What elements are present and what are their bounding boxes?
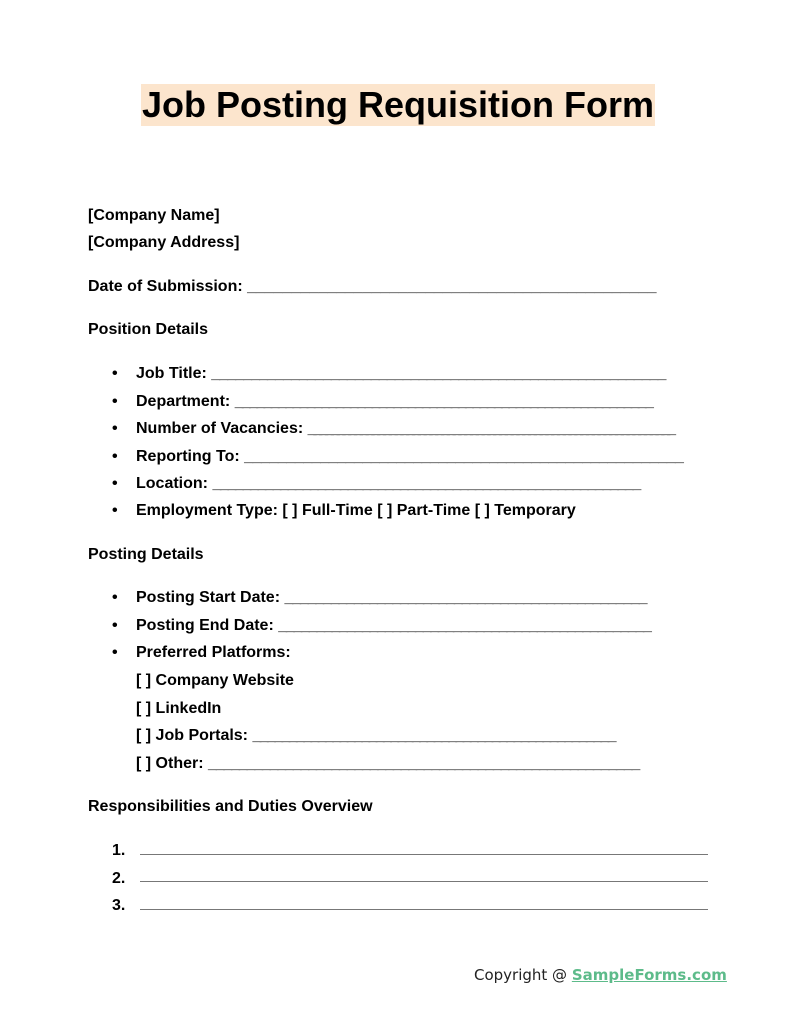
number-of-vacancies-field[interactable] xyxy=(136,420,673,438)
platform-other-field[interactable] xyxy=(136,755,639,773)
date-of-submission-label: Date of Submission: xyxy=(88,278,243,295)
field-blank[interactable]: _________________________________________________________ xyxy=(212,475,640,492)
bullet-icon: • xyxy=(112,393,118,410)
bullet-icon: • xyxy=(112,420,118,437)
employment-type-field[interactable] xyxy=(136,502,576,520)
responsibility-line-2[interactable] xyxy=(140,881,708,882)
posting-start-date-field[interactable] xyxy=(136,589,646,607)
bullet-icon: • xyxy=(112,644,118,661)
sampleforms-link[interactable]: SampleForms.com xyxy=(571,966,727,984)
company-address: [Company Address] xyxy=(88,234,240,251)
bullet-icon: • xyxy=(112,502,118,519)
field-label: Posting Start Date: xyxy=(136,589,281,606)
posting-details-heading: Posting Details xyxy=(88,546,204,563)
field-blank[interactable]: ________________________________________________________ xyxy=(208,755,640,772)
field-blank[interactable]: _________________________________________________________ xyxy=(211,365,666,382)
field-blank[interactable]: __________________________________________________________ xyxy=(234,393,653,410)
location-field[interactable] xyxy=(136,475,640,493)
field-blank[interactable]: _______________________________________________________________ xyxy=(307,420,673,437)
responsibility-line-3[interactable] xyxy=(140,909,708,910)
platform-job-portals-field[interactable] xyxy=(136,727,615,745)
list-number: 1. xyxy=(112,842,126,859)
platform-company-website-checkbox[interactable]: [ ] Company Website xyxy=(136,672,294,689)
list-number: 3. xyxy=(112,897,126,914)
field-label: Department: xyxy=(136,393,231,410)
list-number: 2. xyxy=(112,870,126,887)
field-label: Reporting To: xyxy=(136,448,240,465)
preferred-platforms-label: Preferred Platforms: xyxy=(136,644,291,661)
reporting-to-field[interactable] xyxy=(136,448,683,466)
bullet-icon: • xyxy=(112,617,118,634)
position-details-heading: Position Details xyxy=(88,321,209,338)
bullet-icon: • xyxy=(112,589,118,606)
bullet-icon: • xyxy=(112,448,118,465)
responsibility-line-1[interactable] xyxy=(140,854,708,855)
job-title-field[interactable] xyxy=(136,365,665,383)
copyright-footer xyxy=(474,966,727,984)
field-label: Posting End Date: xyxy=(136,617,274,634)
bullet-icon: • xyxy=(112,475,118,492)
field-label: Employment Type: [ ] Full-Time [ ] Part-Time [ ] Temporary xyxy=(136,502,576,519)
field-blank[interactable]: _________________________________________________ xyxy=(278,617,651,634)
platform-linkedin-checkbox[interactable]: [ ] LinkedIn xyxy=(136,700,222,717)
field-label: [ ] Other: xyxy=(136,755,204,772)
posting-end-date-field[interactable] xyxy=(136,617,651,635)
field-label: [ ] Job Portals: xyxy=(136,727,249,744)
date-of-submission-field[interactable] xyxy=(88,278,656,296)
copyright-text: Copyright @ xyxy=(474,966,572,984)
title-wrap xyxy=(0,84,796,126)
page-title: Job Posting Requisition Form xyxy=(142,84,654,125)
field-label: Location: xyxy=(136,475,208,492)
field-blank[interactable]: __________________________________________________ xyxy=(252,727,615,744)
responsibilities-heading: Responsibilities and Duties Overview xyxy=(88,798,373,815)
field-blank[interactable]: ____________________________________________________ xyxy=(244,448,684,465)
field-label: Job Title: xyxy=(136,365,207,382)
date-of-submission-blank[interactable]: ______________________________________________ xyxy=(247,278,657,295)
bullet-icon: • xyxy=(112,365,118,382)
company-name: [Company Name] xyxy=(88,207,220,224)
field-blank[interactable]: _______________________________________________ xyxy=(284,589,647,606)
field-label: Number of Vacancies: xyxy=(136,420,304,437)
department-field[interactable] xyxy=(136,393,652,411)
